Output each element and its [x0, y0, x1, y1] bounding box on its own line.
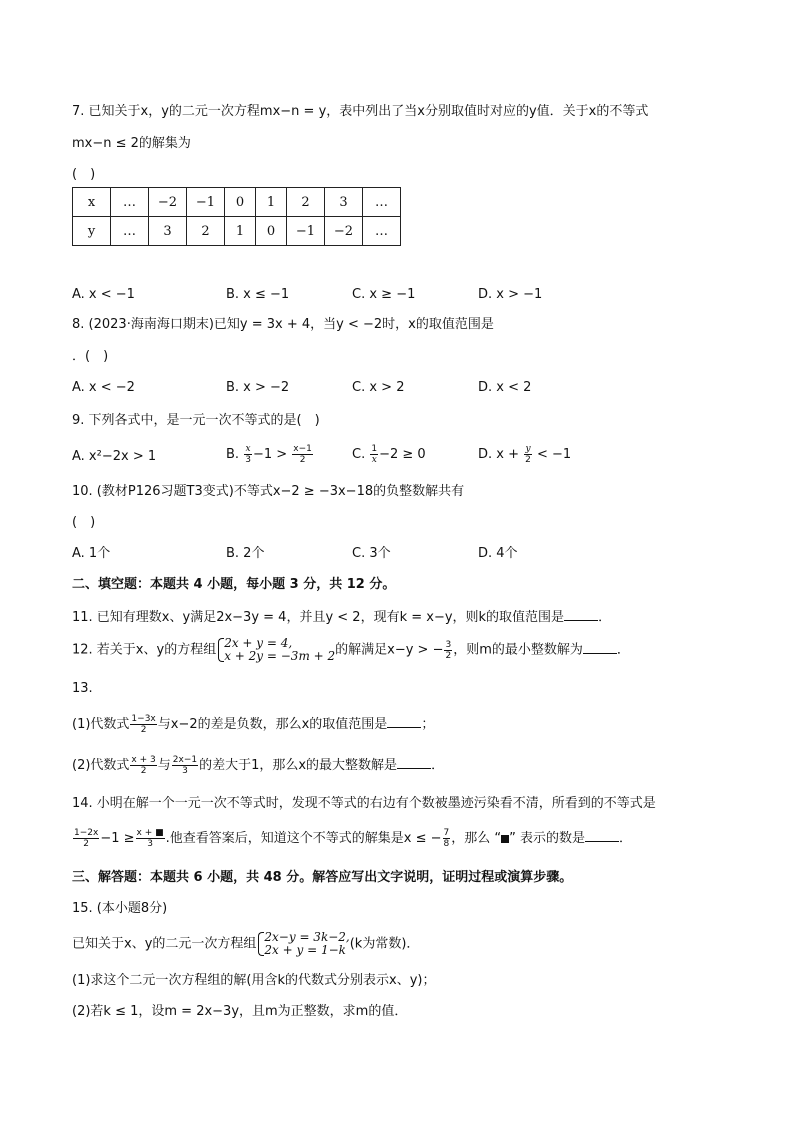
fraction: $\frac{x}{3}$ [245, 444, 251, 465]
answer-blank[interactable] [397, 756, 431, 769]
q15-prefix: 已知关于x、y的二元一次方程组 [72, 936, 257, 952]
q8-stem-line1: 8. (2023·海南海口期末)已知y = 3x + 4，当y < −2时，x的取值范围是 [72, 317, 494, 332]
answer-blank[interactable] [585, 829, 619, 842]
fraction: $\frac{7}{8}$ [443, 828, 450, 849]
q8-option-b[interactable]: B. x > −2 [226, 380, 290, 395]
q12-prefix: 12. 若关于x、y的方程组 [72, 642, 217, 658]
table-row [73, 217, 401, 246]
math-text: −1 ≥ [100, 831, 135, 846]
table-row [73, 188, 401, 217]
option-label: D. x + [478, 447, 519, 462]
table-cell: … [363, 217, 401, 246]
q14-stem-line1: 14. 小明在解一个一元一次不等式时，发现不等式的右边有个数被墨迹污染看不清，所看到的不等式是 [72, 796, 656, 811]
q11-text: 11. 已知有理数x、y满足2x−3y = 4，并且y < 2，现有k = x−y，则k的取值范围是 [72, 610, 565, 625]
math-text: < −1 [537, 447, 572, 462]
q15-stem [72, 931, 419, 958]
q8-option-c[interactable]: C. x > 2 [352, 380, 405, 395]
answer-blank[interactable] [583, 641, 617, 654]
table-cell: 1 [225, 217, 256, 246]
fraction: $\frac{1-3x}{2}$ [131, 714, 156, 735]
q7-option-b[interactable]: B. x ≤ −1 [226, 287, 290, 302]
q13-p2-mid: 与 [157, 758, 171, 773]
fraction: $\frac{x + 3}{2}$ [131, 755, 156, 776]
q7-value-table [72, 187, 401, 246]
q12-suffix: ，则m的最小整数解为 [453, 642, 583, 658]
q7-option-a[interactable]: A. x < −1 [72, 287, 135, 302]
equation-system: 2x + y = 4, x + 2y = −3m + 2 [216, 637, 335, 663]
q10-stem-line1: 10. (教材P126习题T3变式)不等式x−2 ≥ −3x−18的负整数解共有 [72, 484, 465, 499]
q13-part1 [72, 714, 434, 736]
punctuation: ． [598, 610, 612, 625]
q10-option-c[interactable]: C. 3个 [352, 546, 391, 561]
q7-stem-line2: mx−n ≤ 2的解集为 [72, 136, 191, 151]
q9-option-b[interactable] [226, 444, 314, 465]
q14-mid-text: ” 表示的数是 [509, 831, 585, 846]
q15-title: 15. (本小题8分) [72, 901, 168, 916]
q13-p2-suffix: 的差大于1，那么x的最大整数解是 [199, 758, 398, 773]
answer-blank[interactable] [564, 608, 598, 621]
q15-suffix: (k为常数)． [349, 936, 420, 952]
math-text: −2 ≥ 0 [379, 447, 426, 462]
q7-stem-line1: 7. 已知关于x，y的二元一次方程mx−n = y，表中列出了当x分别取值时对应的y值．关于x的不等式 [72, 104, 649, 119]
q7-option-c[interactable]: C. x ≥ −1 [352, 287, 416, 302]
q7-option-d[interactable]: D. x > −1 [478, 287, 543, 302]
table-cell: −1 [287, 217, 325, 246]
q8-option-a[interactable]: A. x < −2 [72, 380, 135, 395]
table-cell: … [111, 188, 149, 217]
section-heading-answers: 三、解答题：本题共 6 小题，共 48 分。解答应写出文字说明，证明过程或演算步骤。 [72, 870, 573, 885]
q14-stem-line2 [72, 828, 632, 850]
ink-blot-square-icon [501, 835, 509, 843]
q14-mid-text: .他查看答案后，知道这个不等式的解集是x ≤ − [165, 831, 442, 846]
table-cell: 3 [325, 188, 363, 217]
option-label: B. [226, 447, 240, 462]
equation-system: 2x−y = 3k−2, 2x + y = 1−k [256, 931, 349, 957]
table-cell: 2 [287, 188, 325, 217]
fraction: $\frac{x + ■}{3}$ [136, 828, 164, 849]
q9-option-c[interactable] [352, 444, 426, 465]
q12-mid: 的解满足x−y > − [335, 642, 444, 658]
q10-option-d[interactable]: D. 4个 [478, 546, 518, 561]
q13-p1-prefix: (1)代数式 [72, 717, 130, 732]
q8-option-d[interactable]: D. x < 2 [478, 380, 532, 395]
q12-stem [72, 637, 630, 664]
q13-p2-prefix: (2)代数式 [72, 758, 130, 773]
table-cell: 0 [256, 217, 287, 246]
q14-mid-text: ，那么 “ [451, 831, 502, 846]
q7-answer-paren: ( ) [72, 167, 96, 182]
table-cell: y [73, 217, 111, 246]
section-heading-fill-in: 二、填空题：本题共 4 小题，每小题 3 分，共 12 分。 [72, 577, 396, 592]
option-label: C. [352, 447, 366, 462]
answer-blank[interactable] [387, 715, 421, 728]
q9-stem: 9. 下列各式中，是一元一次不等式的是( ) [72, 413, 320, 428]
table-cell: 0 [225, 188, 256, 217]
punctuation: ． [431, 758, 445, 773]
fraction: $\frac{y}{2}$ [525, 444, 531, 465]
table-cell: −2 [149, 188, 187, 217]
q8-stem-line2: ．( ) [72, 349, 109, 364]
table-cell: 2 [187, 217, 225, 246]
table-cell: 1 [256, 188, 287, 217]
math-text: −1 > [252, 447, 288, 462]
punctuation: ． [616, 642, 630, 658]
fraction: $\frac{2x-1}{3}$ [172, 755, 198, 776]
q10-option-a[interactable]: A. 1个 [72, 546, 111, 561]
q10-stem-line2: ( ) [72, 515, 96, 530]
q10-option-b[interactable]: B. 2个 [226, 546, 265, 561]
fraction: $\frac{1}{x}$ [371, 444, 378, 465]
q13-p1-suffix: 与x−2的差是负数，那么x的取值范围是 [157, 717, 388, 732]
q15-part2: (2)若k ≤ 1，设m = 2x−3y，且m为正整数，求m的值． [72, 1004, 408, 1019]
table-cell: … [363, 188, 401, 217]
q9-option-d[interactable] [478, 444, 571, 465]
table-cell: −2 [325, 217, 363, 246]
q15-part1: (1)求这个二元一次方程组的解(用含k的代数式分别表示x、y)； [72, 973, 436, 988]
fraction: $\frac{x-1}{2}$ [293, 444, 312, 465]
punctuation: ． [619, 831, 633, 846]
q13-part2 [72, 755, 444, 777]
punctuation: ； [421, 717, 435, 732]
q13-number: 13. [72, 681, 93, 696]
table-cell: … [111, 217, 149, 246]
fraction: $\frac{1-2x}{2}$ [74, 828, 99, 849]
fraction: $\frac{3}{2}$ [445, 639, 452, 661]
table-cell: −1 [187, 188, 225, 217]
table-cell: x [73, 188, 111, 217]
q9-option-a[interactable]: A. x²−2x > 1 [72, 449, 157, 464]
q11-stem [72, 608, 611, 627]
table-cell: 3 [149, 217, 187, 246]
